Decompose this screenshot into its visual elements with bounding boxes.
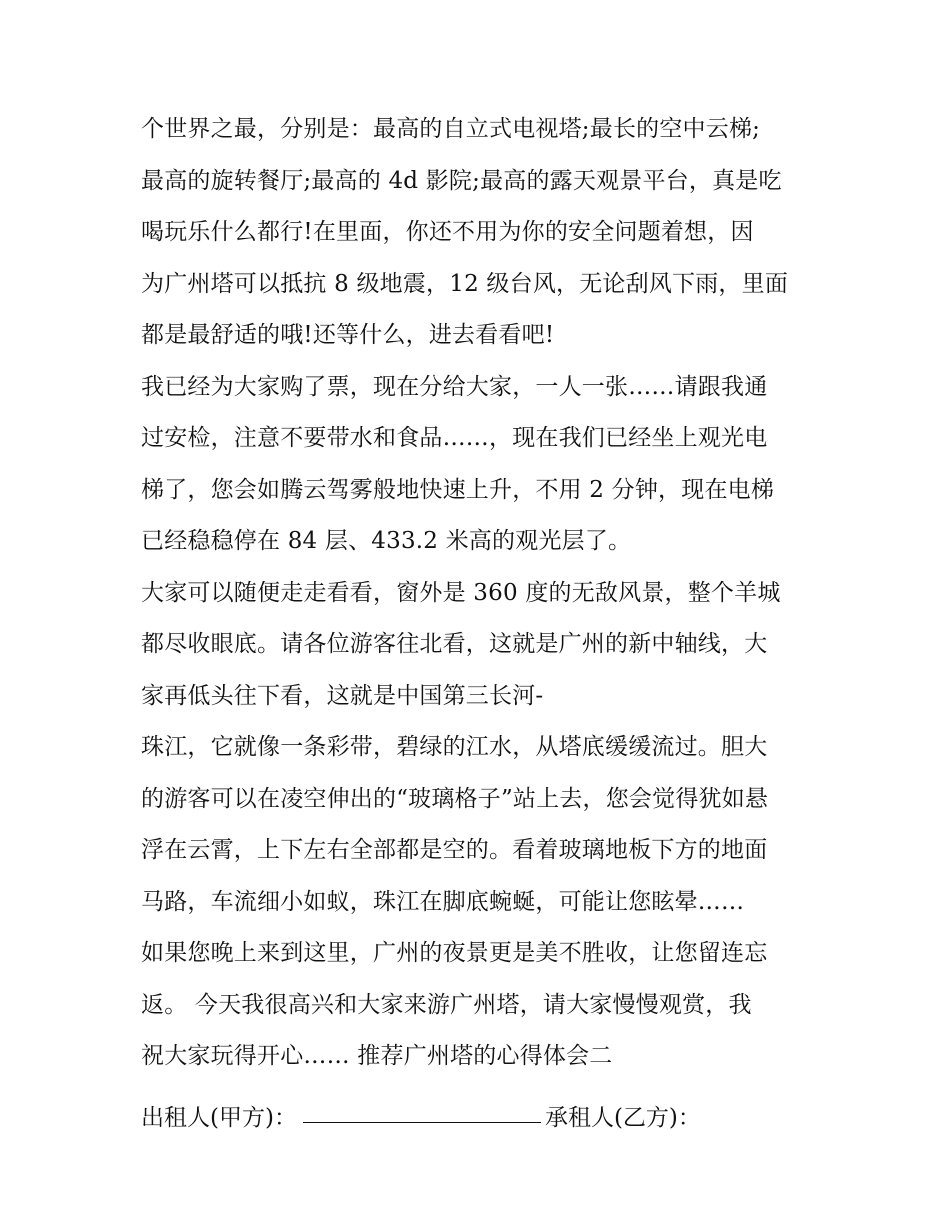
text-line: 浮在云霄，上下左右全部都是空的。看着玻璃地板下方的地面 [141,837,768,863]
text-line: 梯了，您会如腾云驾雾般地快速上升，不用 2 分钟，现在电梯 [141,476,775,503]
text-line: 为广州塔可以抵抗 8 级地震，12 级台风，无论刮风下雨，里面 [141,270,789,297]
lessor-label: 出租人(甲方)： [141,1104,297,1131]
document-body [141,104,821,1144]
text-line: 祝大家玩得开心…… 推荐广州塔的心得体会二 [141,1043,613,1069]
text-line: 过安检，注意不要带水和食品……，现在我们已经坐上观光电 [141,425,768,451]
text-line: 都是最舒适的哦!还等什么，进去看看吧! [141,322,555,348]
text-line: 的游客可以在凌空伸出的“玻璃格子”站上去，您会觉得犹如悬 [141,785,769,812]
text-line: 我已经为大家购了票，现在分给大家，一人一张……请跟我通 [141,373,768,400]
text-line: 马路，车流细小如蚁，珠江在脚底蜿蜒，可能让您眩晕…… [141,888,745,915]
text-line: 珠江，它就像一条彩带，碧绿的江水，从塔底缓缓流过。胆大 [141,734,768,760]
text-line: 都尽收眼底。请各位游客往北看，这就是广州的新中轴线，大 [141,631,768,657]
signature-line [141,1093,821,1145]
text-line: 返。 今天我很高兴和大家来游广州塔，请大家慢慢观赏，我 [141,991,752,1018]
text-line: 个世界之最，分别是：最高的自立式电视塔;最长的空中云梯; [141,116,761,142]
text-line: 最高的旋转餐厅;最高的 4d 影院;最高的露天观景平台，真是吃 [141,167,782,194]
text-line: 喝玩乐什么都行!在里面，你还不用为你的安全问题着想，因 [141,219,754,245]
lessor-blank-field [303,1104,541,1123]
text-line: 如果您晚上来到这里，广州的夜景更是美不胜收，让您留连忘 [141,940,768,966]
text-line: 已经稳稳停在 84 层、433.2 米高的观光层了。 [141,528,632,554]
lessee-label: 承租人(乙方)： [544,1104,701,1131]
text-line: 家再低头往下看，这就是中国第三长河- [141,682,544,709]
text-line: 大家可以随便走走看看，窗外是 360 度的无敌风景，整个羊城 [141,579,781,606]
